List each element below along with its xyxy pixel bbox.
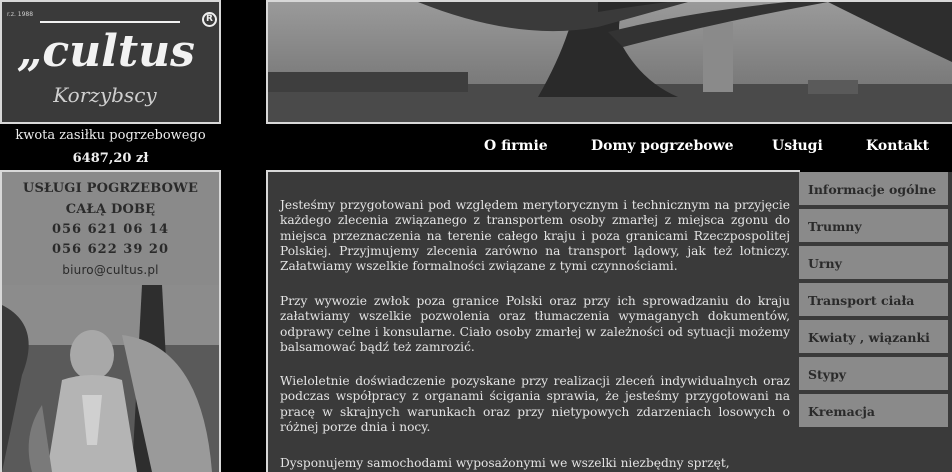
content-paragraph: Jesteśmy przygotowani pod względem merytorycznym i technicznym na przyjęcie każdego zlecenia związanego z transportem osoby zmarłej z miejsca zgonu do miejsca przeznaczenia na terenie całego kraju i poza granicami Rzeczpospolitej Polskiej. Przyjmujemy zlecenia zarówno na transport lądowy, jak też lotniczy. Załatwiamy wszelkie formalności związane z tymi czynnościami. <box>280 198 790 274</box>
content-paragraph: Dysponujemy samochodami wyposażonymi we wszelki niezbędny sprzęt, <box>280 456 730 470</box>
contact-hours: CAŁĄ DOBĘ <box>65 202 156 217</box>
side-menu <box>799 172 952 472</box>
contact-phone-1[interactable]: 056 621 06 14 <box>51 222 170 237</box>
content-paragraph: Przy wywozie zwłok poza granice Polski oraz przy ich sprowadzaniu do kraju załatwiamy wszelkie pozwolenia oraz tłumaczenia wymaganych dokumentów, odprawy celne i konsularne. Ciało osoby zmarłej w zależności od sytuacji możemy balsamować bądź też zamrozić. <box>280 294 790 354</box>
logo-wordmark <box>10 14 215 122</box>
side-menu-item-kwiaty-wiazanki[interactable]: Kwiaty , wiązanki <box>799 320 948 354</box>
side-menu-item-informacje-ogolne[interactable]: Informacje ogólne <box>799 172 948 206</box>
side-menu-item-urny[interactable]: Urny <box>799 246 948 280</box>
registered-mark-icon: R <box>202 12 217 27</box>
nav-item-o-firmie[interactable]: O firmie <box>484 138 548 154</box>
content-panel <box>266 170 800 472</box>
side-menu-item-stypy[interactable]: Stypy <box>799 357 948 391</box>
logo-brand: „cultus <box>17 26 195 77</box>
side-menu-item-trumny[interactable]: Trumny <box>799 209 948 243</box>
nav-item-uslugi[interactable]: Usługi <box>772 138 823 154</box>
content-paragraph: Wieloletnie doświadczenie pozyskane przy realizacji zleceń indywidualnych oraz podczas współpracy z organami ścigania sprawia, że jesteśmy przygotowani na pracę w skrajnych warunkach oraz przy nietypowych zdarzeniach losowych o różnej porze dnia i nocy. <box>280 374 790 434</box>
logo-established: r.z. 1988 <box>7 11 34 18</box>
contact-service-heading: USŁUGI POGRZEBOWE <box>22 181 199 196</box>
logo[interactable] <box>0 0 221 124</box>
nav-item-kontakt[interactable]: Kontakt <box>866 138 930 154</box>
contact-email-link[interactable]: biuro@cultus.pl <box>62 263 159 277</box>
main-nav <box>266 127 952 167</box>
side-menu-item-transport-ciala[interactable]: Transport ciała <box>799 283 948 317</box>
header-tree-photo <box>266 0 952 124</box>
nav-item-domy-pogrzebowe[interactable]: Domy pogrzebowe <box>591 138 734 154</box>
contact-phone-2[interactable]: 056 622 39 20 <box>51 242 170 257</box>
logo-subtitle: Korzybscy <box>53 83 157 107</box>
contact-box <box>0 170 221 285</box>
funeral-benefit-label: kwota zasiłku pogrzebowego <box>15 128 206 143</box>
angel-statue-photo <box>0 285 221 472</box>
funeral-benefit-amount: 6487,20 zł <box>72 151 149 166</box>
side-menu-item-kremacja[interactable]: Kremacja <box>799 394 948 428</box>
